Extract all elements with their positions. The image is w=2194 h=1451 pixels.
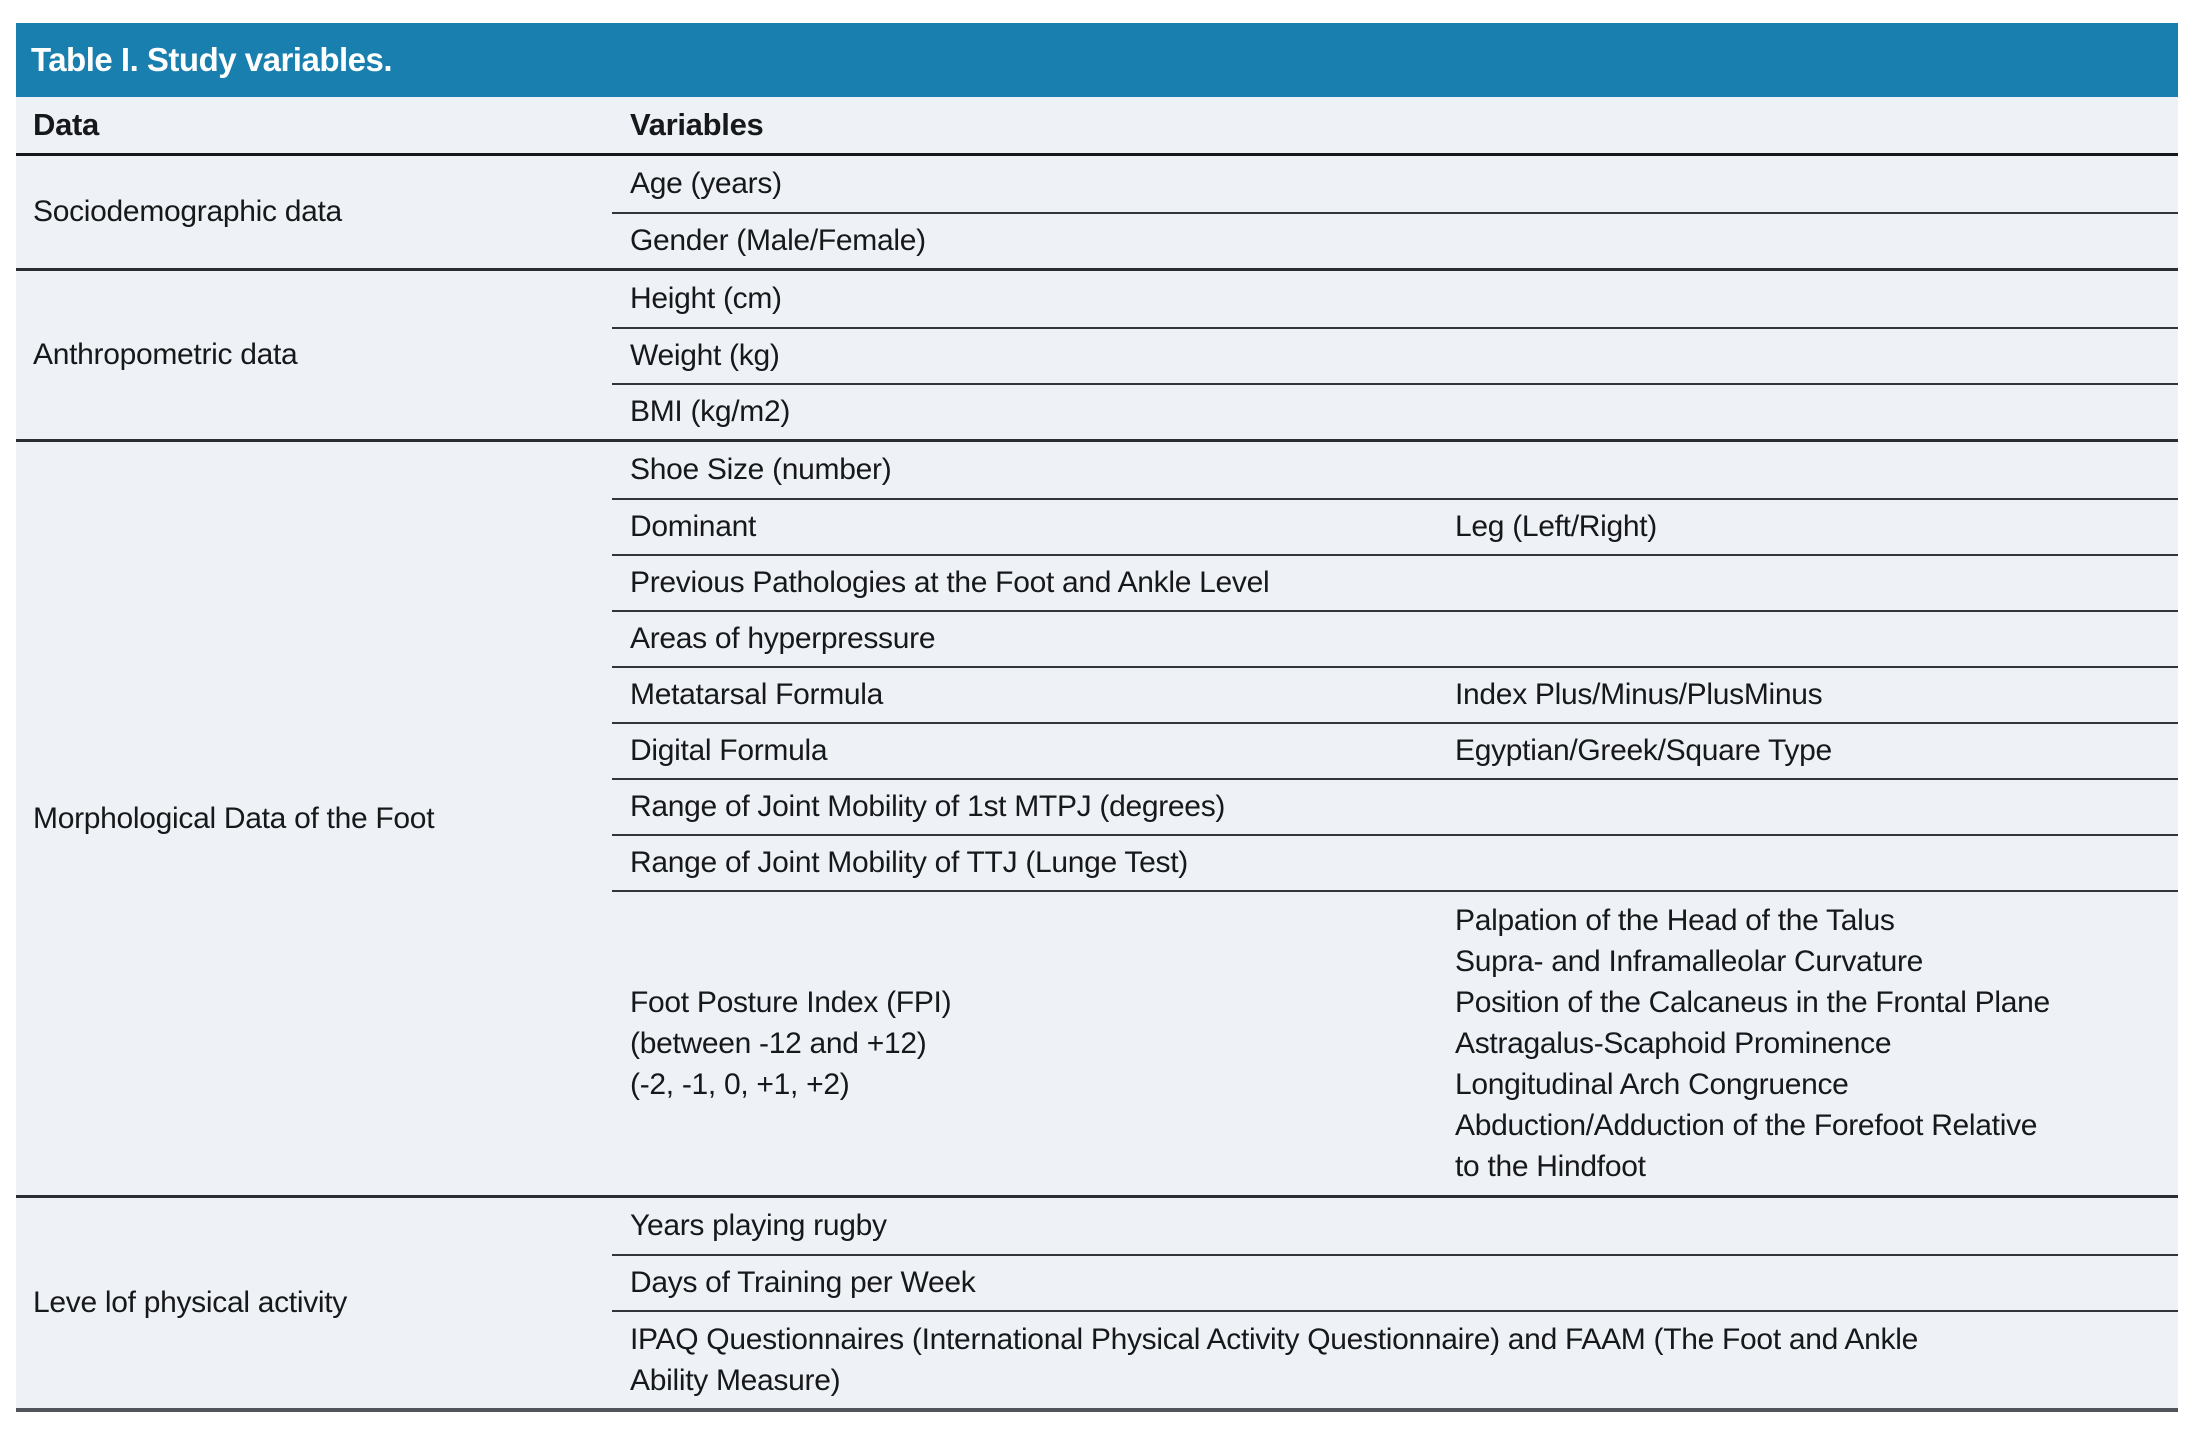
variable-cell: IPAQ Questionnaires (International Physical Activity Questionnaire) and FAAM (The Foot and Ankle Ability Measure) <box>630 1323 1918 1397</box>
variable-cell: Metatarsal Formula <box>630 678 884 711</box>
row-ipaq-faam <box>612 1310 2178 1408</box>
variable-cell: Weight (kg) <box>630 339 780 372</box>
variable-cell: Days of Training per Week <box>630 1266 976 1299</box>
variable-cell: Years playing rugby <box>630 1209 887 1242</box>
variable-cell: Range of Joint Mobility of 1st MTPJ (degrees) <box>630 790 1226 823</box>
fpi-line: Foot Posture Index (FPI) <box>630 986 952 1019</box>
variable-cell: Age (years) <box>630 167 782 200</box>
variable-cell: Shoe Size (number) <box>630 453 892 486</box>
section-physical-activity <box>16 1195 2178 1408</box>
row-gender <box>612 212 2178 268</box>
row-digital-formula <box>612 722 2178 778</box>
row-hyperpressure <box>612 610 2178 666</box>
row-weight <box>612 327 2178 383</box>
section-sociodemographic <box>16 156 2178 268</box>
row-shoe-size <box>612 442 2178 498</box>
row-previous-pathologies <box>612 554 2178 610</box>
row-foot-posture-index <box>612 890 2178 1195</box>
section-rows-anthropometric <box>612 271 2178 439</box>
table-title-bar <box>16 23 2178 97</box>
section-label-anthropometric: Anthropometric data <box>33 338 298 371</box>
table-header-row <box>16 97 2178 156</box>
row-dominant <box>612 498 2178 554</box>
study-variables-table <box>16 23 2178 1412</box>
fpi-criterion: Abduction/Adduction of the Forefoot Relative to the Hindfoot <box>1455 1109 2038 1183</box>
section-anthropometric <box>16 268 2178 439</box>
variable-value-cell: Leg (Left/Right) <box>1455 510 1657 543</box>
column-header-data: Data <box>33 107 99 142</box>
variable-value-cell <box>1455 892 2065 1195</box>
section-morphological <box>16 439 2178 1195</box>
variable-cell: Height (cm) <box>630 282 782 315</box>
variable-cell: Range of Joint Mobility of TTJ (Lunge Test) <box>630 846 1188 879</box>
variable-value-cell: Index Plus/Minus/PlusMinus <box>1455 678 1823 711</box>
row-rom-1st-mtpj <box>612 778 2178 834</box>
fpi-line: (between -12 and +12) <box>630 1027 927 1060</box>
fpi-line: (-2, -1, 0, +1, +2) <box>630 1068 850 1101</box>
row-height <box>612 271 2178 327</box>
row-rom-ttj <box>612 834 2178 890</box>
section-rows-physical-activity <box>612 1198 2178 1408</box>
section-rows-sociodemographic <box>612 156 2178 268</box>
fpi-criterion: Position of the Calcaneus in the Frontal Plane <box>1455 986 2050 1019</box>
section-label-physical-activity: Leve lof physical activity <box>33 1286 348 1319</box>
fpi-criterion: Astragalus-Scaphoid Prominence <box>1455 1027 1892 1060</box>
variable-cell: Dominant <box>630 510 756 543</box>
section-label-sociodemographic: Sociodemographic data <box>33 195 342 228</box>
variable-cell: Gender (Male/Female) <box>630 224 926 257</box>
table-title: Table I. Study variables. <box>31 41 393 78</box>
section-label-morphological: Morphological Data of the Foot <box>33 801 435 835</box>
variable-cell: BMI (kg/m2) <box>630 395 791 428</box>
variable-cell: Previous Pathologies at the Foot and Ankle Level <box>630 566 1270 599</box>
variable-cell: Areas of hyperpressure <box>630 622 936 655</box>
variable-cell: Digital Formula <box>630 734 828 767</box>
row-training-days <box>612 1254 2178 1310</box>
row-age-years <box>612 156 2178 212</box>
section-rows-morphological <box>612 442 2178 1195</box>
variable-cell <box>612 982 1455 1105</box>
column-header-variables: Variables <box>630 107 764 142</box>
row-metatarsal-formula <box>612 666 2178 722</box>
fpi-criterion: Palpation of the Head of the Talus <box>1455 904 1895 937</box>
row-bmi <box>612 383 2178 439</box>
variable-value-cell: Egyptian/Greek/Square Type <box>1455 734 1832 767</box>
fpi-criterion: Longitudinal Arch Congruence <box>1455 1068 1849 1101</box>
row-years-rugby <box>612 1198 2178 1254</box>
fpi-criterion: Supra- and Inframalleolar Curvature <box>1455 945 1924 978</box>
